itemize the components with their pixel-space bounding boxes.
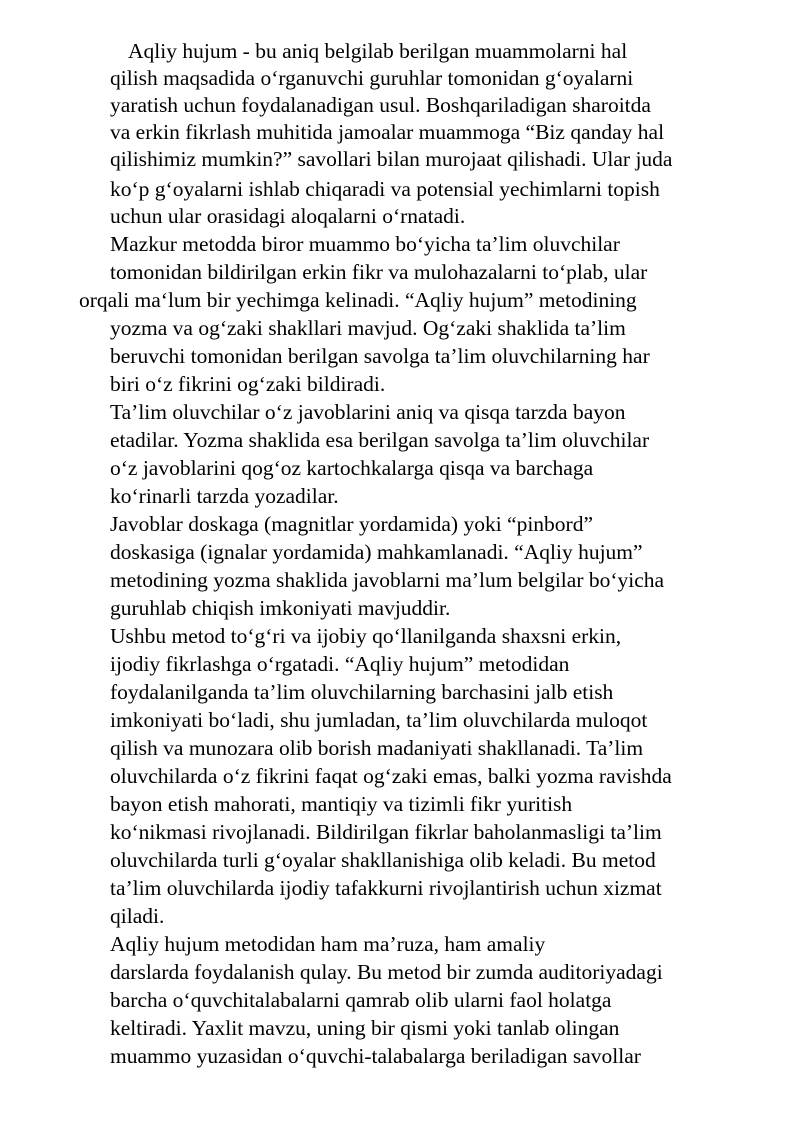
text-line: uchun ular orasidagi aloqalarni o‘rnatadi. [110,204,466,228]
text-line: muammo yuzasidan o‘quvchi-talabalarga beriladigan savollar [110,1044,641,1068]
text-line: darslarda foydalanish qulay. Bu metod bir zumda auditoriyadagi [110,960,663,984]
text-line: Javoblar doskaga (magnitlar yordamida) yoki “pinbord” [110,512,594,536]
text-line: ko‘nikmasi rivojlanadi. Bildirilgan fikrlar baholanmasligi ta’lim [110,820,662,844]
text-line: yaratish uchun foydalanadigan usul. Boshqariladigan sharoitda [110,93,651,117]
text-line: barcha o‘quvchitalabalarni qamrab olib ularni faol holatga [110,988,612,1012]
text-line: va erkin fikrlash muhitida jamoalar muammoga “Biz qanday hal [110,120,665,144]
text-line: Ushbu metod to‘g‘ri va ijobiy qo‘llanilganda shaxsni erkin, [110,624,622,648]
text-line: keltiradi. Yaxlit mavzu, uning bir qismi yoki tanlab olingan [110,1016,620,1040]
text-line: metodining yozma shaklida javoblarni ma’lum belgilar bo‘yicha [110,568,665,592]
text-line: Aqliy hujum metodidan ham ma’ruza, ham amaliy [110,932,546,956]
text-line: Mazkur metodda biror muammo bo‘yicha ta’lim oluvchilar [110,232,620,256]
text-line: qilish va munozara olib borish madaniyati shakllanadi. Ta’lim [110,736,644,760]
text-line: biri o‘z fikrini og‘zaki bildiradi. [110,372,386,396]
text-line: qiladi. [110,904,165,928]
text-line: Aqliy hujum - bu aniq belgilab berilgan muammolarni hal [128,39,628,63]
text-line: ko‘p g‘oyalarni ishlab chiqaradi va potensial yechimlarni topish [110,177,660,201]
text-line: imkoniyati bo‘ladi, shu jumladan, ta’lim oluvchilarda muloqot [110,708,648,732]
text-line: guruhlab chiqish imkoniyati mavjuddir. [110,596,451,620]
text-line: ta’lim oluvchilarda ijodiy tafakkurni rivojlantirish uchun xizmat [110,876,662,900]
text-line: orqali ma‘lum bir yechimga kelinadi. “Aqliy hujum” metodining [79,288,637,312]
text-line: tomonidan bildirilgan erkin fikr va mulohazalarni to‘plab, ular [110,260,648,284]
text-line: foydalanilganda ta’lim oluvchilarning barchasini jalb etish [110,680,614,704]
text-line: doskasiga (ignalar yordamida) mahkamlanadi. “Aqliy hujum” [110,540,643,564]
text-line: qilishimiz mumkin?” savollari bilan murojaat qilishadi. Ular juda [110,147,673,171]
text-line: beruvchi tomonidan berilgan savolga ta’lim oluvchilarning har [110,344,650,368]
text-line: ko‘rinarli tarzda yozadilar. [110,484,339,508]
text-line: qilish maqsadida o‘rganuvchi guruhlar tomonidan g‘oyalarni [110,66,634,90]
text-line: Ta’lim oluvchilar o‘z javoblarini aniq va qisqa tarzda bayon [110,400,626,424]
text-line: bayon etish mahorati, mantiqiy va tizimli fikr yuritish [110,792,573,816]
text-line: oluvchilarda o‘z fikrini faqat og‘zaki emas, balki yozma ravishda [110,764,672,788]
text-line: ijodiy fikrlashga o‘rgatadi. “Aqliy hujum” metodidan [110,652,570,676]
text-line: etadilar. Yozma shaklida esa berilgan savolga ta’lim oluvchilar [110,428,650,452]
text-line: yozma va og‘zaki shakllari mavjud. Og‘zaki shaklida ta’lim [110,316,626,340]
text-line: o‘z javoblarini qog‘oz kartochkalarga qisqa va barchaga [110,456,594,480]
text-line: oluvchilarda turli g‘oyalar shakllanishiga olib keladi. Bu metod [110,848,656,872]
